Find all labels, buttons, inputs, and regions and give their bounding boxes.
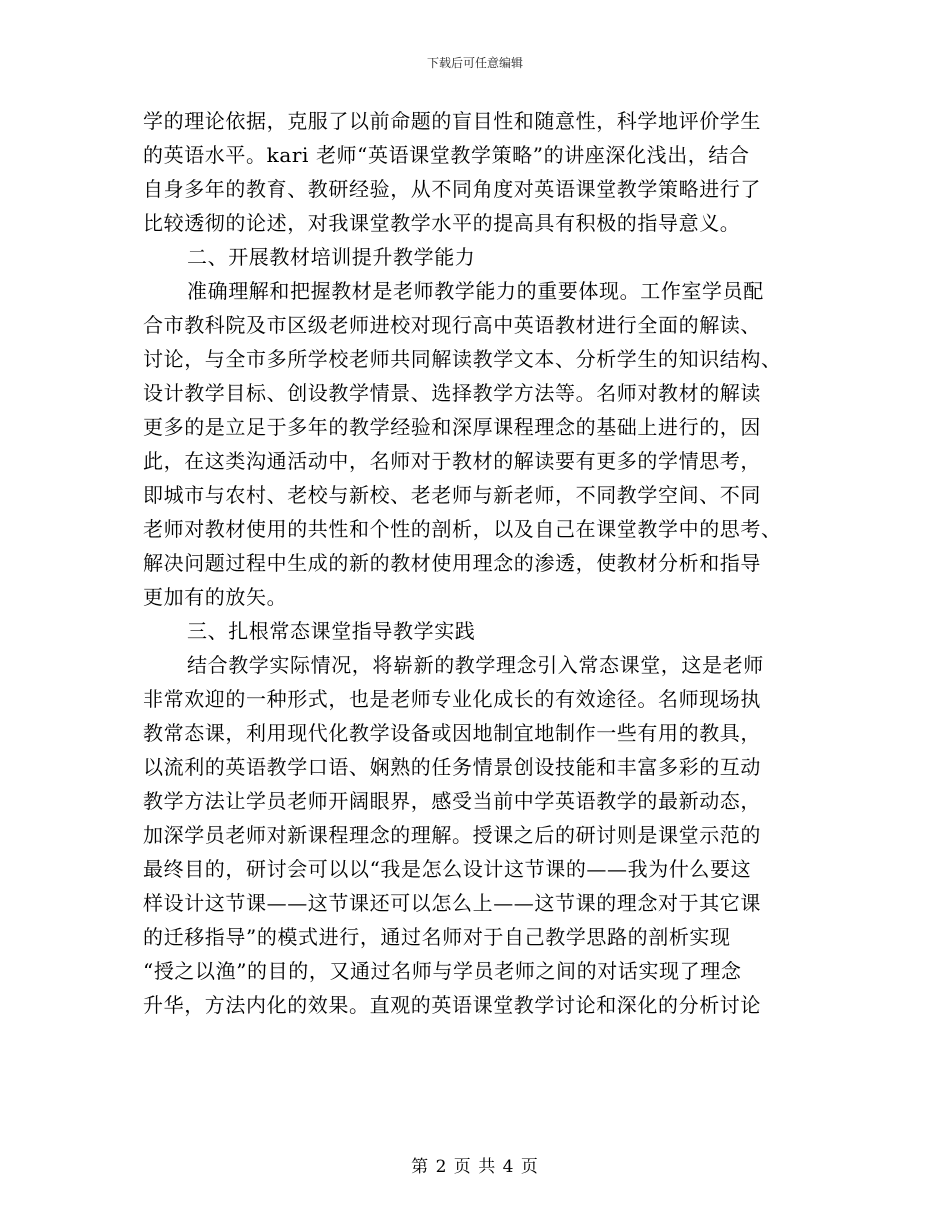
text-line: 更加有的放矢。 bbox=[143, 585, 288, 609]
text-line: 比较透彻的论述，对我课堂教学水平的提高具有积极的指导意义。 bbox=[143, 211, 741, 235]
text-line: 合市教科院及市区级老师进校对现行高中英语教材进行全面的解读、 bbox=[143, 313, 761, 337]
text-line: 的英语水平。kari 老师“英语课堂教学策略”的讲座深化浅出，结合 bbox=[143, 143, 750, 167]
text-line: 非常欢迎的一种形式，也是老师专业化成长的有效途径。名师现场执 bbox=[143, 687, 761, 711]
text-line: 老师对教材使用的共性和个性的剖析，以及自己在课堂教学中的思考、 bbox=[143, 517, 782, 541]
section-heading: 三、扎根常态课堂指导教学实践 bbox=[187, 619, 476, 643]
text-line: 讨论，与全市多所学校老师共同解读教学文本、分析学生的知识结构、 bbox=[143, 347, 782, 371]
text-line: 教学方法让学员老师开阔眼界，感受当前中学英语教学的最新动态， bbox=[143, 789, 761, 813]
text-line: 解决问题过程中生成的新的教材使用理念的渗透，使教材分析和指导 bbox=[143, 551, 761, 575]
text-line: 升华，方法内化的效果。直观的英语课堂教学讨论和深化的分析讨论 bbox=[143, 993, 761, 1017]
text-line: 教常态课，利用现代化教学设备或因地制宜地制作一些有用的教具， bbox=[143, 721, 761, 745]
document-body bbox=[143, 104, 806, 1022]
text-line: 准确理解和把握教材是老师教学能力的重要体现。工作室学员配 bbox=[187, 279, 764, 303]
page-footer: 第 2 页 共 4 页 bbox=[411, 1157, 539, 1177]
text-line: 设计教学目标、创设教学情景、选择教学方法等。名师对教材的解读 bbox=[143, 381, 761, 405]
page-header: 下载后可任意编辑 bbox=[426, 56, 523, 70]
text-line: 加深学员老师对新课程理念的理解。授课之后的研讨则是课堂示范的 bbox=[143, 823, 761, 847]
text-line: 以流利的英语教学口语、娴熟的任务情景创设技能和丰富多彩的互动 bbox=[143, 755, 761, 779]
text-line: 更多的是立足于多年的教学经验和深厚课程理念的基础上进行的，因 bbox=[143, 415, 761, 439]
text-line: 此，在这类沟通活动中，名师对于教材的解读要有更多的学情思考， bbox=[143, 449, 761, 473]
text-line: 即城市与农村、老校与新校、老老师与新老师，不同教学空间、不同 bbox=[143, 483, 761, 507]
text-line: 自身多年的教育、教研经验，从不同角度对英语课堂教学策略进行了 bbox=[143, 177, 761, 201]
text-line: 结合教学实际情况，将崭新的教学理念引入常态课堂，这是老师 bbox=[187, 653, 764, 677]
text-line: 的迁移指导”的模式进行，通过名师对于自己教学思路的剖析实现 bbox=[143, 925, 731, 949]
text-line: “授之以渔”的目的，又通过名师与学员老师之间的对话实现了理念 bbox=[143, 959, 742, 983]
section-heading: 二、开展教材培训提升教学能力 bbox=[187, 245, 476, 269]
text-line: 样设计这节课——这节课还可以怎么上——这节课的理念对于其它课 bbox=[143, 891, 761, 915]
text-line: 学的理论依据，克服了以前命题的盲目性和随意性，科学地评价学生 bbox=[143, 109, 761, 133]
text-line: 最终目的，研讨会可以以“我是怎么设计这节课的——我为什么要这 bbox=[143, 857, 752, 881]
